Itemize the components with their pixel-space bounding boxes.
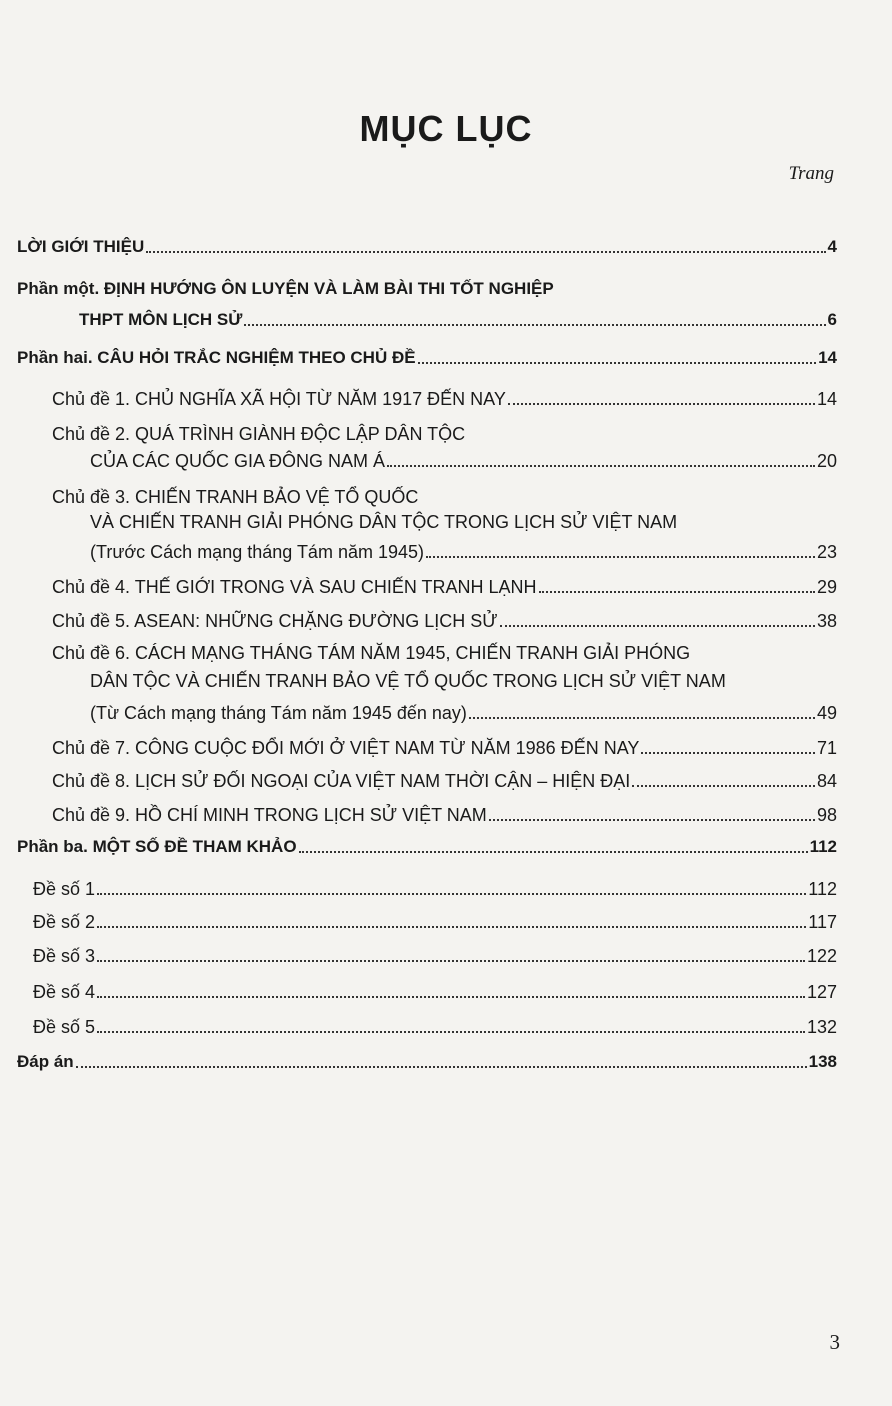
toc-entry-exam-5[interactable] — [33, 1012, 837, 1038]
toc-entry-label: Đề số 3 — [33, 946, 96, 966]
toc-entry-label: Phần ba. MỘT SỐ ĐỀ THAM KHẢO — [17, 837, 297, 856]
toc-entry-page: 112 — [809, 837, 837, 856]
toc-entry-page: 6 — [827, 310, 837, 329]
toc-entry-page: 49 — [816, 703, 837, 723]
toc-entry-label: Đáp án — [17, 1052, 74, 1071]
toc-entry-page: 132 — [806, 1017, 837, 1037]
toc-entry-part1-line1: Phần một. ĐỊNH HƯỚNG ÔN LUYỆN VÀ LÀM BÀI THI TỐT NGHIỆP — [17, 279, 554, 298]
toc-entry-label: CỦA CÁC QUỐC GIA ĐÔNG NAM Á — [90, 451, 386, 471]
leader-dots — [641, 751, 815, 754]
toc-entry-topic-7[interactable] — [52, 733, 837, 759]
leader-dots — [539, 590, 815, 593]
toc-entry-page: 138 — [808, 1052, 837, 1071]
toc-entry-label: (Trước Cách mạng tháng Tám năm 1945) — [90, 542, 424, 562]
toc-entry-topic-9[interactable] — [52, 800, 837, 826]
toc-entry-topic-4[interactable] — [52, 572, 837, 598]
leader-dots — [489, 818, 815, 821]
toc-entry-page: 38 — [816, 611, 837, 631]
toc-entry-label: LỜI GIỚI THIỆU — [17, 237, 145, 256]
toc-entry-topic-3-line2: VÀ CHIẾN TRANH GIẢI PHÓNG DÂN TỘC TRONG LỊCH SỬ VIỆT NAM — [90, 512, 678, 532]
toc-entry-topic-8[interactable] — [52, 766, 837, 792]
toc-entry-part1[interactable] — [79, 305, 837, 331]
toc-entry-topic-6-line1: Chủ đề 6. CÁCH MẠNG THÁNG TÁM NĂM 1945, CHIẾN TRANH GIẢI PHÓNG — [52, 643, 691, 663]
leader-dots — [244, 323, 825, 326]
toc-entry-label: Chủ đề 9. HỒ CHÍ MINH TRONG LỊCH SỬ VIỆT NAM — [52, 805, 487, 825]
toc-entry-label: Chủ đề 1. CHỦ NGHĨA XÃ HỘI TỪ NĂM 1917 ĐẾN NAY — [52, 389, 506, 409]
toc-entry-topic-5[interactable] — [52, 606, 837, 632]
toc-entry-page: 127 — [806, 982, 837, 1002]
leader-dots — [97, 925, 806, 928]
leader-dots — [508, 402, 815, 405]
toc-entry-page: 117 — [808, 912, 837, 932]
toc-entry-label: Chủ đề 5. ASEAN: NHỮNG CHẶNG ĐƯỜNG LỊCH SỬ — [52, 611, 498, 631]
toc-entry-page: 20 — [816, 451, 837, 471]
toc-entry-label: Phần hai. CÂU HỎI TRẮC NGHIỆM THEO CHỦ ĐỀ — [17, 348, 416, 367]
leader-dots — [387, 464, 815, 467]
toc-entry-page: 4 — [827, 237, 837, 256]
toc-entry-part3[interactable] — [17, 832, 837, 858]
toc-entry-exam-4[interactable] — [33, 977, 837, 1003]
leader-dots — [97, 995, 805, 998]
toc-entry-label: (Từ Cách mạng tháng Tám năm 1945 đến nay) — [90, 703, 467, 723]
leader-dots — [146, 250, 825, 253]
page-title: MỤC LỤC — [359, 108, 533, 149]
toc-entry-topic-2-line1: Chủ đề 2. QUÁ TRÌNH GIÀNH ĐỘC LẬP DÂN TỘC — [52, 424, 466, 444]
toc-entry-label: Chủ đề 7. CÔNG CUỘC ĐỔI MỚI Ở VIỆT NAM TỪ NĂM 1986 ĐẾN NAY — [52, 738, 640, 758]
toc-entry-answers[interactable] — [17, 1047, 837, 1073]
leader-dots — [469, 716, 815, 719]
toc-entry-part2[interactable] — [17, 343, 837, 369]
toc-entry-exam-3[interactable] — [33, 941, 837, 967]
toc-entry-exam-2[interactable] — [33, 907, 837, 933]
toc-entry-page: 14 — [818, 348, 837, 367]
toc-entry-page: 71 — [816, 738, 837, 758]
leader-dots — [299, 850, 808, 853]
toc-entry-topic-3[interactable] — [90, 537, 837, 563]
toc-entry-topic-3-line1: Chủ đề 3. CHIẾN TRANH BẢO VỆ TỔ QUỐC — [52, 487, 419, 507]
toc-entry-exam-1[interactable] — [33, 874, 837, 900]
toc-entry-label: Đề số 1 — [33, 879, 96, 899]
toc-entry-topic-1[interactable] — [52, 384, 837, 410]
toc-entry-topic-2[interactable] — [90, 446, 837, 472]
toc-entry-page: 122 — [806, 946, 837, 966]
toc-entry-page: 29 — [816, 577, 837, 597]
toc-entry-intro[interactable] — [17, 232, 837, 258]
leader-dots — [426, 555, 815, 558]
footer-page-number: 3 — [829, 1330, 840, 1354]
leader-dots — [418, 361, 817, 364]
toc-entry-label: Đề số 2 — [33, 912, 96, 932]
toc-entry-topic-6[interactable] — [90, 698, 837, 724]
toc-entry-label: THPT MÔN LỊCH SỬ — [79, 310, 243, 329]
toc-entry-page: 98 — [816, 805, 837, 825]
toc-entry-label: Chủ đề 4. THẾ GIỚI TRONG VÀ SAU CHIẾN TRANH LẠNH — [52, 577, 537, 597]
toc-entry-page: 84 — [816, 771, 837, 791]
leader-dots — [97, 959, 805, 962]
toc-entry-page: 23 — [816, 542, 837, 562]
toc-entry-label: Chủ đề 8. LỊCH SỬ ĐỐI NGOẠI CỦA VIỆT NAM THỜI CẬN – HIỆN ĐẠI — [52, 771, 631, 791]
leader-dots — [97, 892, 806, 895]
leader-dots — [76, 1065, 807, 1068]
toc-entry-label: Đề số 4 — [33, 982, 96, 1002]
toc-entry-label: Đề số 5 — [33, 1017, 96, 1037]
toc-entry-page: 14 — [816, 389, 837, 409]
toc-entry-page: 112 — [808, 879, 837, 899]
toc-entry-topic-6-line2: DÂN TỘC VÀ CHIẾN TRANH BẢO VỆ TỔ QUỐC TRONG LỊCH SỬ VIỆT NAM — [90, 671, 726, 691]
page-column-label: Trang — [788, 163, 834, 184]
leader-dots — [97, 1030, 805, 1033]
leader-dots — [632, 784, 815, 787]
leader-dots — [500, 624, 815, 627]
